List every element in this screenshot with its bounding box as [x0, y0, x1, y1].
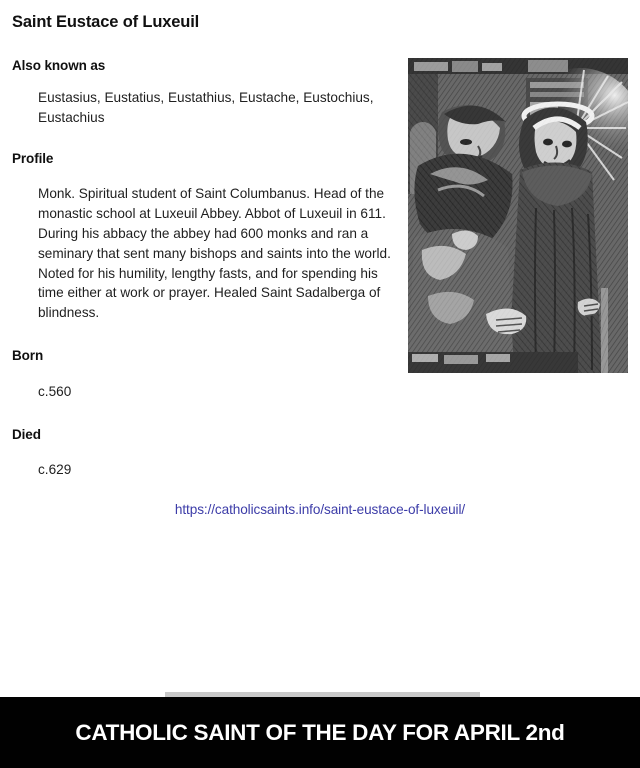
banner-title: CATHOLIC SAINT OF THE DAY FOR APRIL 2nd [75, 719, 565, 745]
section-body-born: c.560 [38, 383, 72, 399]
section-heading-died: Died [12, 426, 41, 442]
page-title: Saint Eustace of Luxeuil [12, 13, 200, 31]
section-body-died: c.629 [38, 462, 72, 478]
section-heading-profile: Profile [12, 150, 54, 166]
source-url-link[interactable]: https://catholicsaints.info/saint-eustace-of-luxeuil/ [174, 501, 466, 517]
section-body-profile: Monk. Spiritual student of Saint Columbanus. Head of the monastic school at Luxeuil Abbey. Abbot of Luxeuil in 611. During his abbacy the abbey had 600 monks and ran a seminary that sent many bishops and saints into the world. Noted for his humility, lengthy fasts, and for spending his time either at work or prayer. Healed Saint Sadalberga of blindness. [38, 186, 391, 321]
bottom-banner [0, 697, 640, 768]
section-body-also-known-as: Eustasius, Eustatius, Eustathius, Eustache, Eustochius, Eustachius [38, 89, 374, 125]
saint-engraving-image [408, 58, 628, 373]
section-heading-also-known-as: Also known as [12, 58, 106, 74]
engraving-artwork [408, 58, 628, 373]
section-heading-born: Born [12, 348, 44, 364]
